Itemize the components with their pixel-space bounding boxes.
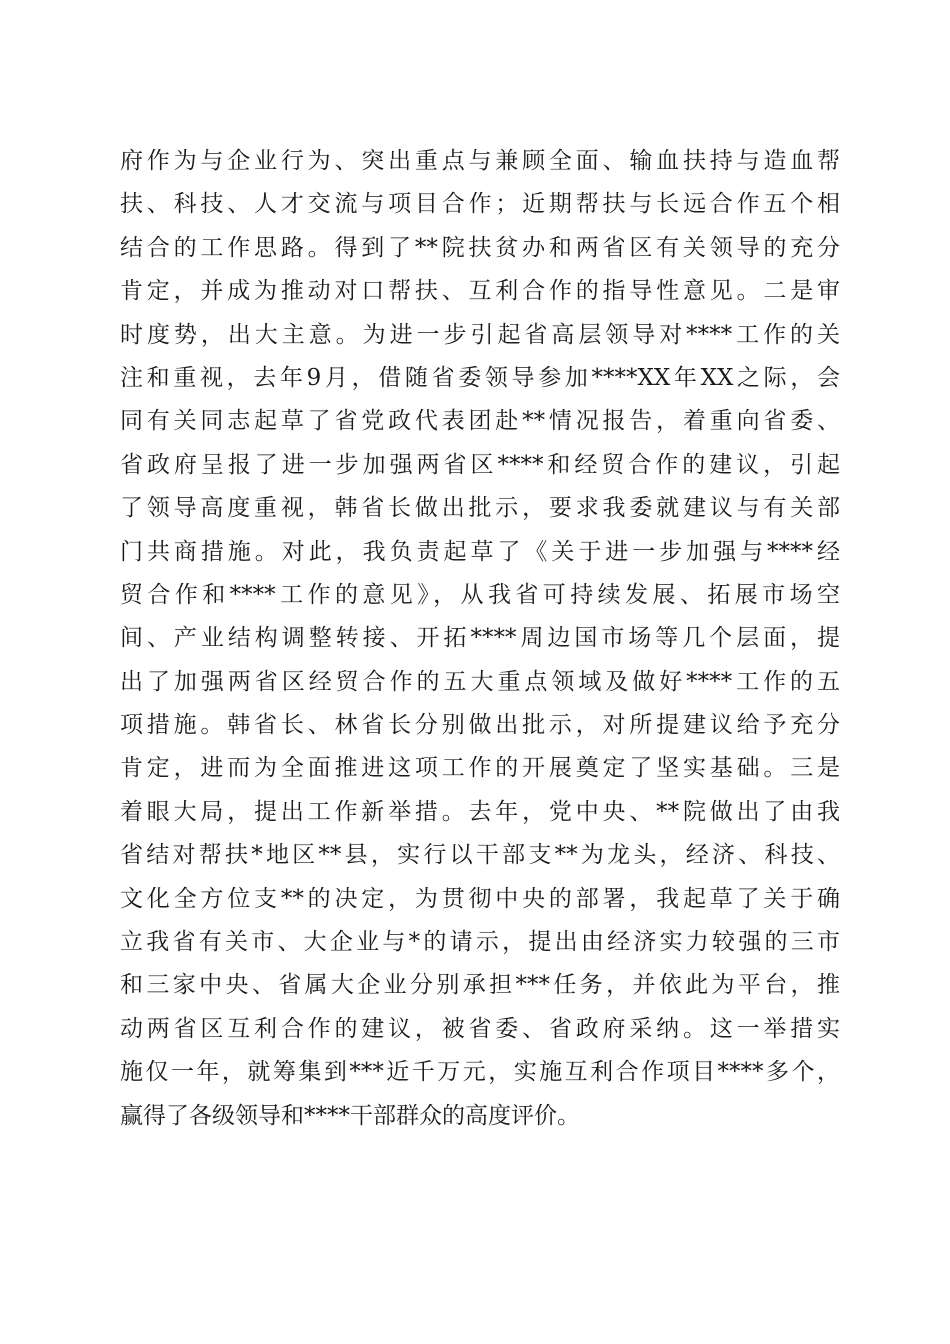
text-line: 肯定，进而为全面推进这项工作的开展奠定了坚实基础。三是 [120, 755, 840, 782]
text-line: 注和重视，去年9月，借随省委领导参加****XX年XX之际，会 [120, 364, 840, 391]
text-line: 扶、科技、人才交流与项目合作；近期帮扶与长远合作五个相 [120, 191, 840, 218]
text-line: 和三家中央、省属大企业分别承担***任务，并依此为平台，推 [120, 972, 840, 999]
text-line: 项措施。韩省长、林省长分别做出批示，对所提建议给予充分 [120, 712, 840, 739]
text-line: 贸合作和****工作的意见》，从我省可持续发展、拓展市场空 [120, 581, 840, 608]
text-line: 肯定，并成为推动对口帮扶、互利合作的指导性意见。二是审 [120, 278, 840, 305]
text-line: 时度势，出大主意。为进一步引起省高层领导对****工作的关 [120, 321, 840, 348]
text-line: 文化全方位支**的决定，为贯彻中央的部署，我起草了关于确 [120, 885, 840, 912]
text-line: 出了加强两省区经贸合作的五大重点领域及做好****工作的五 [120, 668, 840, 695]
text-line: 了领导高度重视，韩省长做出批示，要求我委就建议与有关部 [120, 495, 840, 522]
text-line: 府作为与企业行为、突出重点与兼顾全面、输血扶持与造血帮 [120, 148, 840, 174]
text-line: 着眼大局，提出工作新举措。去年，党中央、**院做出了由我 [120, 798, 840, 825]
body-paragraph [120, 140, 840, 1138]
text-line: 省政府呈报了进一步加强两省区****和经贸合作的建议，引起 [120, 451, 840, 478]
text-line: 赢得了各级领导和****干部群众的高度评价。 [120, 1102, 580, 1129]
text-line: 动两省区互利合作的建议，被省委、省政府采纳。这一举措实 [120, 1015, 840, 1042]
text-line: 施仅一年，就筹集到***近千万元，实施互利合作项目****多个， [120, 1059, 841, 1086]
text-line: 省结对帮扶*地区**县，实行以干部支**为龙头，经济、科技、 [120, 842, 840, 869]
text-line: 同有关同志起草了省党政代表团赴**情况报告，着重向省委、 [120, 408, 840, 435]
text-line: 门共商措施。对此，我负责起草了《关于进一步加强与****经 [120, 538, 840, 565]
text-line: 间、产业结构调整转接、开拓****周边国市场等几个层面，提 [120, 625, 840, 652]
text-line: 立我省有关市、大企业与*的请示，提出由经济实力较强的三市 [120, 929, 840, 956]
text-line: 结合的工作思路。得到了**院扶贫办和两省区有关领导的充分 [120, 234, 840, 261]
